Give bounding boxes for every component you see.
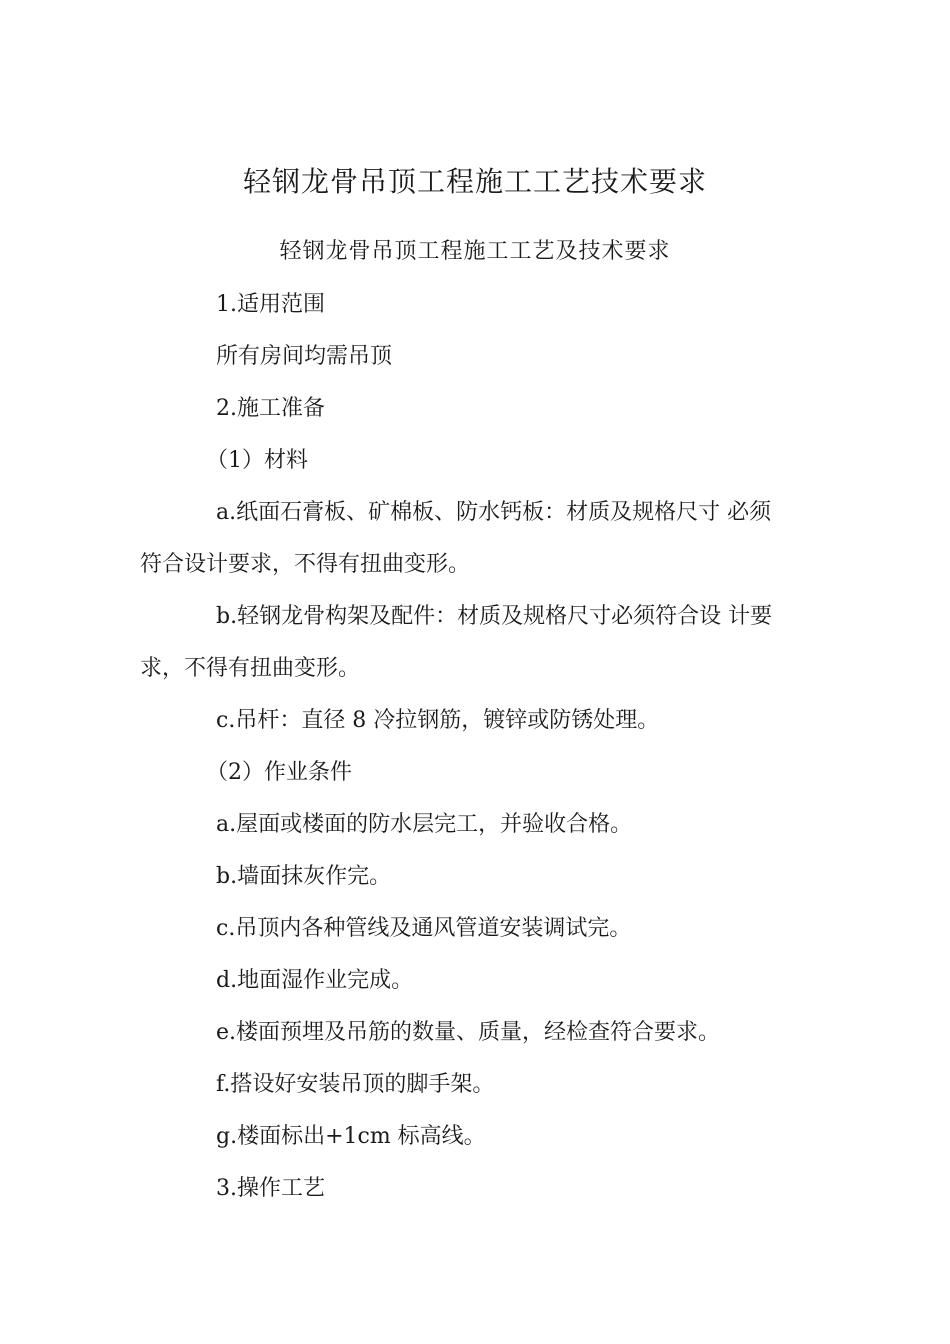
- section-3-heading: 3.操作工艺: [216, 1176, 325, 1201]
- condition-a: a.屋面或楼面的防水层完工，并验收合格。: [216, 812, 633, 837]
- material-a-line-2: 符合设计要求，不得有扭曲变形。: [140, 552, 471, 577]
- condition-f: f.搭设好安装吊顶的脚手架。: [216, 1072, 495, 1097]
- document-title: 轻钢龙骨吊顶工程施工工艺技术要求: [242, 165, 707, 198]
- condition-e: e.楼面预埋及吊筋的数量、质量，经检查符合要求。: [216, 1020, 721, 1045]
- condition-c: c.吊顶内各种管线及通风管道安装调试完。: [216, 916, 632, 941]
- materials-heading: （1）材料: [206, 448, 308, 473]
- document-subtitle: 轻钢龙骨吊顶工程施工工艺及技术要求: [279, 239, 671, 264]
- condition-d: d.地面湿作业完成。: [216, 968, 414, 993]
- material-b-line-2: 求，不得有扭曲变形。: [140, 656, 361, 681]
- material-c: c.吊杆：直径 8 冷拉钢筋，镀锌或防锈处理。: [216, 708, 660, 733]
- condition-b: b.墙面抹灰作完。: [216, 864, 392, 889]
- section-2-heading: 2.施工准备: [216, 396, 325, 421]
- material-b-line-1: b.轻钢龙骨构架及配件：材质及规格尺寸必须符合设 计要: [216, 604, 773, 629]
- section-1-heading: 1.适用范围: [216, 292, 325, 317]
- condition-g: g.楼面标出+1cm 标高线。: [216, 1124, 486, 1149]
- section-1-text: 所有房间均需吊顶: [216, 344, 393, 369]
- material-a-line-1: a.纸面石膏板、矿棉板、防水钙板：材质及规格尺寸 必须: [216, 500, 772, 525]
- work-conditions-heading: （2）作业条件: [206, 760, 352, 785]
